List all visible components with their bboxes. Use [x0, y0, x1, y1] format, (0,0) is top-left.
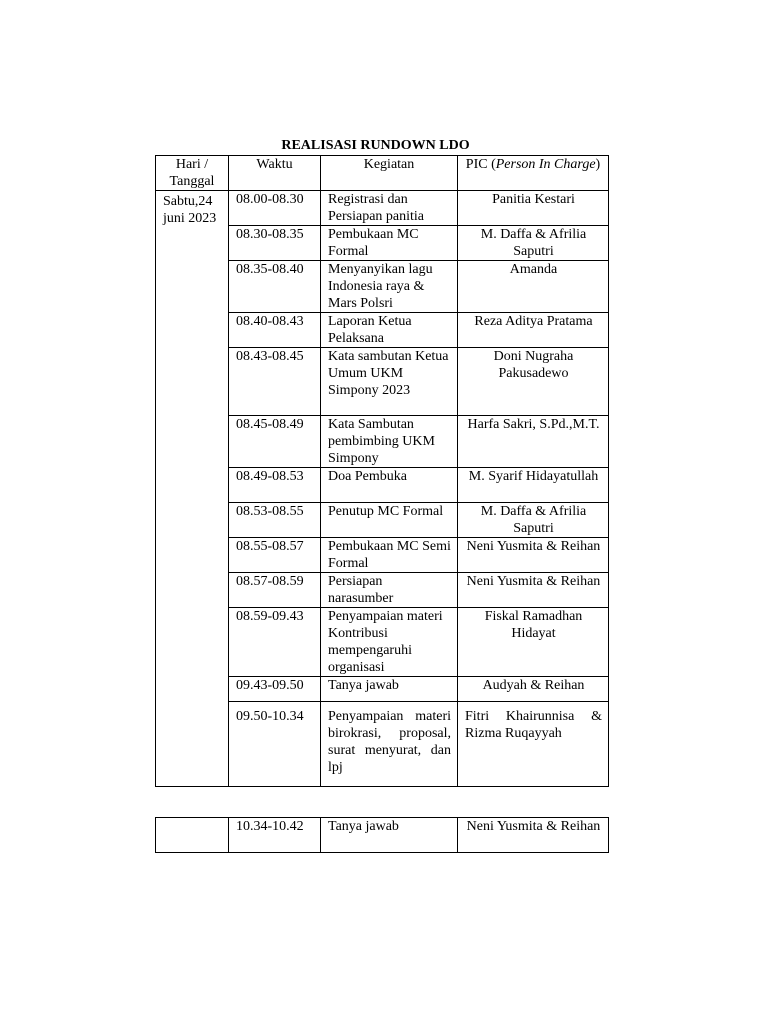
- pic-cell: Amanda: [458, 261, 609, 313]
- time-cell: 08.49-08.53: [229, 468, 321, 503]
- time-cell: 08.43-08.45: [229, 348, 321, 416]
- pic-cell: Neni Yusmita & Reihan: [458, 573, 609, 608]
- day-cell-empty: [156, 818, 229, 853]
- activity-cell: Penyampaian materi birokrasi, proposal, surat menyurat, dan lpj: [321, 702, 458, 787]
- activity-cell: Tanya jawab: [321, 818, 458, 853]
- activity-cell: Doa Pembuka: [321, 468, 458, 503]
- time-cell: 09.43-09.50: [229, 677, 321, 702]
- activity-cell: Kata Sambutan pembimbing UKM Simpony: [321, 416, 458, 468]
- pic-cell: Harfa Sakri, S.Pd.,M.T.: [458, 416, 609, 468]
- header-day: Hari / Tanggal: [156, 156, 229, 191]
- activity-cell: Registrasi dan Persiapan panitia: [321, 191, 458, 226]
- pic-cell: M. Daffa & Afrilia Saputri: [458, 503, 609, 538]
- time-cell: 08.57-08.59: [229, 573, 321, 608]
- rundown-table: [155, 155, 609, 787]
- pic-cell: Panitia Kestari: [458, 191, 609, 226]
- table-header-row: [156, 156, 609, 191]
- pic-cell: Reza Aditya Pratama: [458, 313, 609, 348]
- time-cell: 08.45-08.49: [229, 416, 321, 468]
- header-pic-prefix: PIC (: [465, 157, 496, 172]
- activity-cell: Laporan Ketua Pelaksana: [321, 313, 458, 348]
- pic-cell: Neni Yusmita & Reihan: [458, 538, 609, 573]
- activity-cell: Kata sambutan Ketua Umum UKM Simpony 2023: [321, 348, 458, 416]
- activity-cell: Persiapan narasumber: [321, 573, 458, 608]
- time-cell: 08.59-09.43: [229, 608, 321, 677]
- time-cell: 10.34-10.42: [229, 818, 321, 853]
- page-title: REALISASI RUNDOWN LDO: [281, 138, 470, 153]
- table-row: [156, 818, 609, 853]
- pic-cell: M. Daffa & Afrilia Saputri: [458, 226, 609, 261]
- time-cell: 08.30-08.35: [229, 226, 321, 261]
- pic-cell: M. Syarif Hidayatullah: [458, 468, 609, 503]
- time-cell: 08.40-08.43: [229, 313, 321, 348]
- time-cell: 08.53-08.55: [229, 503, 321, 538]
- table-row: [156, 191, 609, 226]
- pic-cell: Neni Yusmita & Reihan: [458, 818, 609, 853]
- activity-cell: Penutup MC Formal: [321, 503, 458, 538]
- activity-cell: Penyampaian materi Kontribusi mempengaruhi organisasi: [321, 608, 458, 677]
- time-cell: 09.50-10.34: [229, 702, 321, 787]
- rundown-table-continued: [155, 817, 609, 853]
- activity-cell: Pembukaan MC Semi Formal: [321, 538, 458, 573]
- activity-cell: Menyanyikan lagu Indonesia raya & Mars Polsri: [321, 261, 458, 313]
- time-cell: 08.35-08.40: [229, 261, 321, 313]
- pic-cell: Audyah & Reihan: [458, 677, 609, 702]
- activity-cell: Tanya jawab: [321, 677, 458, 702]
- pic-cell: Fiskal Ramadhan Hidayat: [458, 608, 609, 677]
- time-cell: 08.55-08.57: [229, 538, 321, 573]
- day-cell: Sabtu,24 juni 2023: [156, 191, 229, 787]
- pic-cell: Fitri Khairunnisa & Rizma Ruqayyah: [458, 702, 609, 787]
- header-time: Waktu: [229, 156, 321, 191]
- time-cell: 08.00-08.30: [229, 191, 321, 226]
- header-pic-italic: Person In Charge: [495, 157, 596, 172]
- header-pic: [458, 156, 609, 191]
- activity-cell: Pembukaan MC Formal: [321, 226, 458, 261]
- header-pic-suffix: ): [595, 157, 601, 172]
- pic-cell: Doni Nugraha Pakusadewo: [458, 348, 609, 416]
- header-activity: Kegiatan: [321, 156, 458, 191]
